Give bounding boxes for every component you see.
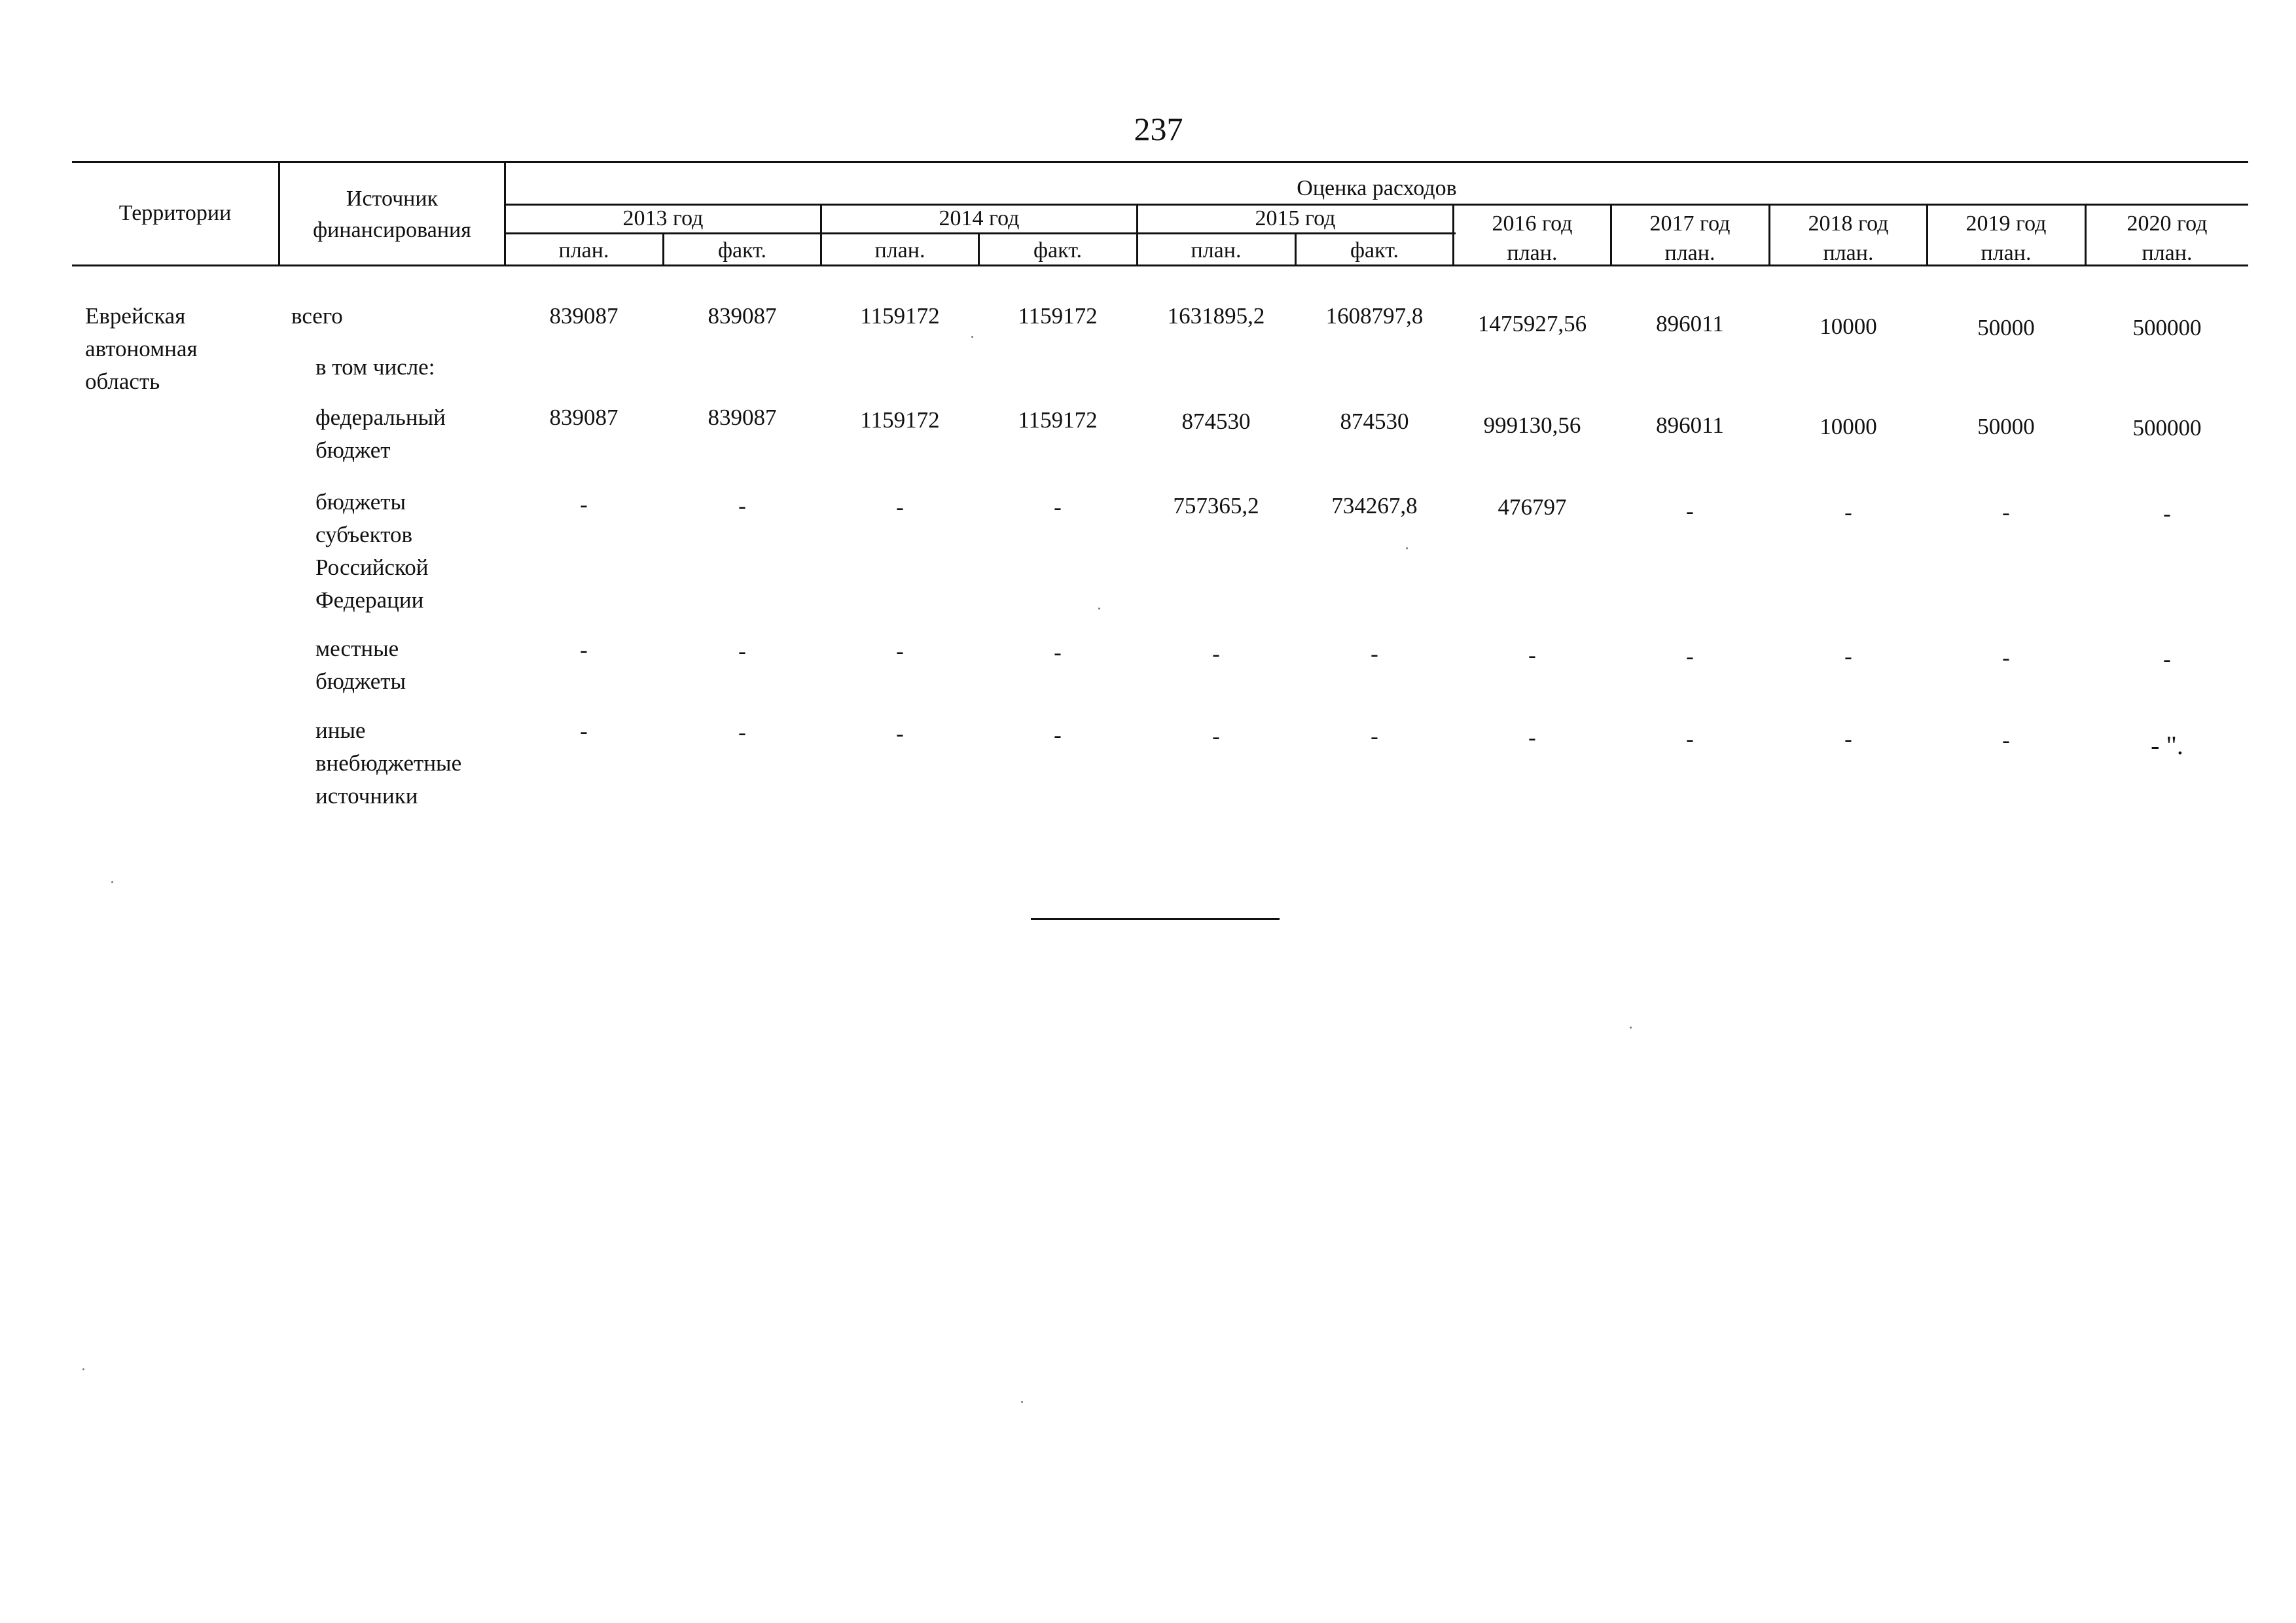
row-label-regional: Федерации — [315, 587, 424, 613]
table-cell: - — [1528, 725, 1536, 750]
table-cell: - — [738, 493, 746, 519]
table-cell: 734267,8 — [1331, 493, 1418, 519]
year-rule — [505, 232, 1456, 234]
header-fact: факт. — [718, 238, 766, 263]
row-label-regional: субъектов — [315, 522, 413, 547]
header-year-2017: 2017 год — [1649, 211, 1731, 236]
table-cell: 874530 — [1340, 409, 1409, 434]
row-label-local: бюджеты — [315, 668, 406, 694]
table-cell: - — [1054, 494, 1062, 520]
table-cell: 1159172 — [860, 407, 940, 433]
table-cell: 896011 — [1656, 412, 1724, 438]
header-territory: Территории — [118, 201, 232, 225]
table-cell: - — [1212, 723, 1220, 749]
scan-speck — [82, 1368, 84, 1370]
table-cell: 1608797,8 — [1325, 303, 1424, 329]
table-cell: - — [580, 718, 588, 744]
table-cell: 1631895,2 — [1167, 303, 1265, 329]
table-cell: - — [1528, 642, 1536, 668]
table-cell: - — [1686, 644, 1694, 669]
table-cell: - — [1371, 723, 1378, 749]
header-source-line1: Источник — [346, 187, 439, 211]
territory-line: Еврейская — [85, 303, 186, 329]
row-label-federal: федеральный — [315, 405, 446, 430]
scan-speck — [1098, 608, 1100, 610]
table-cell: 1475927,56 — [1477, 311, 1587, 337]
scan-speck — [111, 881, 113, 883]
table-cell: - — [2163, 646, 2171, 672]
table-cell: - — [580, 637, 588, 663]
header-plan: план. — [1507, 241, 1558, 265]
table-cell: 896011 — [1656, 311, 1724, 337]
header-plan: план. — [2142, 241, 2193, 265]
table-cell: 10000 — [1820, 414, 1877, 439]
header-plan: план. — [1191, 238, 1242, 263]
table-cell: 476797 — [1498, 494, 1567, 520]
table-cell: 839087 — [708, 405, 777, 430]
table-cell: 50000 — [1977, 315, 2035, 340]
row-label-local: местные — [315, 636, 399, 661]
table-cell: 1159172 — [1018, 407, 1098, 433]
table-cell: - — [2163, 501, 2171, 526]
row-label-other: иные — [315, 718, 366, 743]
scan-speck — [1406, 547, 1408, 549]
row-label-other: источники — [315, 783, 418, 809]
table-cell: 500000 — [2132, 315, 2202, 340]
table-top-rule — [72, 161, 2248, 163]
header-plan: план. — [1981, 241, 2032, 265]
scan-speck — [1021, 1401, 1023, 1403]
row-label-regional: Российской — [315, 555, 429, 580]
table-cell: - — [2002, 500, 2010, 525]
header-plan: план. — [874, 238, 925, 263]
scan-speck — [1630, 1027, 1632, 1029]
table-cell: - — [896, 638, 904, 664]
header-year-2013: 2013 год — [622, 206, 704, 230]
table-cell: 999130,56 — [1483, 412, 1581, 438]
table-cell: 874530 — [1181, 409, 1251, 434]
table-cell: 839087 — [708, 303, 777, 329]
header-year-2014: 2014 год — [939, 206, 1020, 230]
scan-speck — [971, 336, 973, 338]
table-cell: - — [738, 720, 746, 745]
table-cell: 50000 — [1977, 414, 2035, 439]
table-cell: - — [2002, 645, 2010, 670]
header-fact: факт. — [1350, 238, 1399, 263]
header-plan: план. — [558, 238, 609, 263]
table-cell: 1159172 — [860, 303, 940, 329]
table-cell: - — [1054, 640, 1062, 665]
table-cell: - — [1844, 644, 1852, 669]
row-label-other: внебюджетные — [315, 750, 462, 776]
table-cell: - — [738, 638, 746, 664]
header-plan: план. — [1664, 241, 1715, 265]
header-year-2018: 2018 год — [1808, 211, 1889, 236]
header-year-2019: 2019 год — [1965, 211, 2047, 236]
header-estimate: Оценка расходов — [1297, 176, 1457, 200]
territory-line: область — [85, 369, 160, 394]
row-label-including: в том числе: — [315, 354, 435, 380]
row-label-federal: бюджет — [315, 437, 391, 463]
header-fact: факт. — [1033, 238, 1082, 263]
table-cell: - — [1686, 726, 1694, 752]
table-cell: - — [896, 721, 904, 746]
header-source-line2: финансирования — [313, 218, 471, 242]
header-plan: план. — [1823, 241, 1874, 265]
table-cell: 839087 — [549, 303, 619, 329]
table-cell: - — [1054, 722, 1062, 748]
table-cell: - — [1844, 500, 1852, 525]
table-cell: 757365,2 — [1173, 493, 1259, 519]
table-cell: - — [1371, 641, 1378, 666]
row-label-total: всего — [291, 303, 343, 329]
table-cell: - — [580, 492, 588, 517]
territory-line: автономная — [85, 336, 198, 361]
page-number: 237 — [1134, 111, 1183, 147]
col-sep — [278, 161, 280, 264]
header-year-2015: 2015 год — [1255, 206, 1336, 230]
header-year-2020: 2020 год — [2126, 211, 2208, 236]
table-cell: 839087 — [549, 405, 619, 430]
table-cell: - — [2002, 727, 2010, 753]
closing-rule — [1031, 918, 1280, 920]
table-cell: - — [1212, 641, 1220, 666]
table-cell: 1159172 — [1018, 303, 1098, 329]
table-cell: - — [896, 494, 904, 520]
table-cell: - ". — [2151, 731, 2183, 760]
row-label-regional: бюджеты — [315, 489, 406, 515]
table-cell: - — [1686, 498, 1694, 524]
table-cell: 500000 — [2132, 415, 2202, 441]
table-cell: 10000 — [1820, 314, 1877, 339]
table-cell: - — [1844, 726, 1852, 752]
header-year-2016: 2016 год — [1492, 211, 1573, 236]
